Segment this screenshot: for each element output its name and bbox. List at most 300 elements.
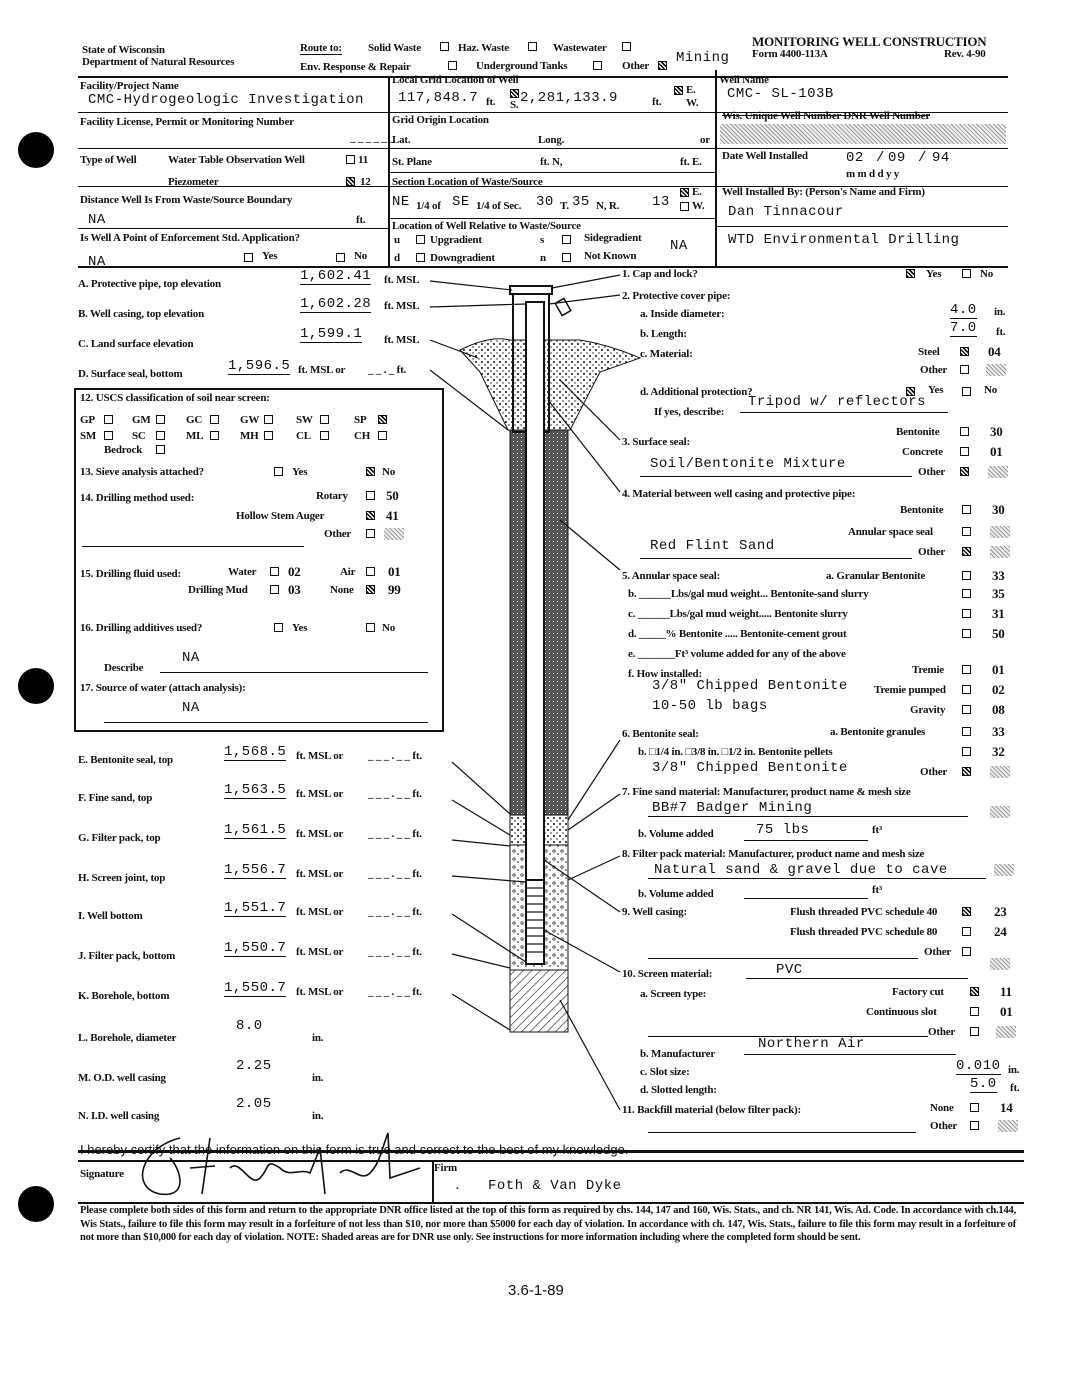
q10c-value[interactable]: 0.010	[956, 1058, 1001, 1074]
annular-seal-checkbox[interactable]	[962, 527, 971, 536]
continuous-checkbox[interactable]	[970, 1007, 979, 1016]
page-number: 3.6-1-89	[508, 1282, 564, 1299]
water-table-checkbox[interactable]	[346, 155, 355, 164]
mud-checkbox[interactable]	[270, 585, 279, 594]
q16-yes-checkbox[interactable]	[274, 623, 283, 632]
q10c-label: c. Slot size:	[640, 1066, 690, 1078]
date-yy[interactable]: 94	[932, 150, 950, 166]
protective-pipe	[513, 292, 549, 432]
pvc80-checkbox[interactable]	[962, 927, 971, 936]
location-value[interactable]: NA	[670, 238, 688, 254]
elev-m-unit: in.	[312, 1072, 324, 1084]
hsa-checkbox[interactable]	[366, 511, 375, 520]
seal-value[interactable]: Soil/Bentonite Mixture	[650, 456, 846, 472]
elev-j-unit: ft. MSL or	[296, 946, 344, 958]
notice-text: Please complete both sides of this form and return to the appropriate DNR office listed at the top of this form as required by chs. 144, 147 and 160, Wis. Stats., and ch. NR 141, Wis. Ad. Code. In accordance with ch.144, Wis Stats., failure to file this form may result in a forfeiture of not less than $10, nor more than $5000 for each day of violation. In accordance with ch. 147, Wis. Stats., failure to file this form may result in a forfeiture of not more than $10,000 for each day of violation. NOTE: Shaded areas are for DNR use only. See instructions for more information including where the completed form should be sent.	[80, 1205, 1016, 1243]
pvc40-code: 23	[994, 904, 1007, 919]
elev-g-unit: ft. MSL or	[296, 828, 344, 840]
source-value[interactable]: NA	[182, 700, 200, 716]
lock	[555, 298, 571, 315]
between-other-checkbox[interactable]	[962, 547, 971, 556]
firm-value[interactable]: WTD Environmental Drilling	[728, 232, 960, 248]
elev-f-blank: _ _ _ . _ _ ft.	[368, 788, 422, 800]
continuous-code: 01	[1000, 1004, 1013, 1019]
not-known-checkbox[interactable]	[562, 253, 571, 262]
soil-sm-checkbox[interactable]	[104, 431, 113, 440]
elev-e-value[interactable]: 1,568.5	[224, 744, 287, 760]
protection-no-checkbox[interactable]	[962, 387, 971, 396]
q7-label: 7. Fine sand material: Manufacturer, product name & mesh size	[622, 786, 911, 798]
binder-hole-bottom	[18, 1186, 54, 1222]
installer-value[interactable]: Dan Tinnacour	[728, 204, 844, 220]
piezometer-code: 12	[360, 176, 371, 188]
between-other-shade	[990, 546, 1010, 558]
q6b-label: b. □1/4 in. □3/8 in. □1/2 in. Bentonite pellets	[638, 746, 833, 758]
how-installed-value-2[interactable]: 10-50 lb bags	[652, 698, 768, 714]
q6-other-checkbox[interactable]	[962, 767, 971, 776]
q10a-label: a. Screen type:	[640, 988, 707, 1000]
pvc80-code: 24	[994, 924, 1007, 939]
protective-cap	[510, 286, 552, 294]
soil-ml-checkbox[interactable]	[210, 431, 219, 440]
elev-j-label: J. Filter pack, bottom	[78, 950, 176, 962]
backfill-bottom	[510, 970, 568, 1032]
seal-bentonite-code: 30	[990, 424, 1003, 439]
q13-no-checkbox[interactable]	[366, 467, 375, 476]
describe-value[interactable]: NA	[182, 650, 200, 666]
tremie-pumped-label: Tremie pumped	[874, 684, 946, 696]
elev-f-value[interactable]: 1,563.5	[224, 782, 287, 798]
elev-n-unit: in.	[312, 1110, 324, 1122]
seal-concrete-label: Concrete	[902, 446, 943, 458]
soil-sm-label: SM	[80, 430, 97, 442]
soil-gm-checkbox[interactable]	[156, 415, 165, 424]
q13-no-label: No	[382, 466, 396, 478]
pvc40-checkbox[interactable]	[962, 907, 971, 916]
q2b-value[interactable]: 7.0	[950, 320, 977, 336]
elev-c-value[interactable]: 1,599.1	[300, 326, 363, 342]
elev-l-unit: in.	[312, 1032, 324, 1044]
between-bentonite-code: 30	[992, 502, 1005, 517]
elev-d-label: D. Surface seal, bottom	[78, 368, 183, 380]
tremie-pumped-checkbox[interactable]	[962, 685, 971, 694]
rng-value[interactable]: 13	[652, 194, 670, 210]
fluid-none-label: None	[330, 584, 354, 596]
sidegradient-checkbox[interactable]	[562, 235, 571, 244]
well-casing	[526, 302, 544, 880]
q2a-unit: in.	[994, 306, 1006, 318]
q5b-label: b. ______Lbs/gal mud weight... Bentonite-sand slurry	[628, 588, 869, 600]
elev-i-value[interactable]: 1,551.7	[224, 900, 287, 916]
certify-text: I hereby certify that the information on this form is true and correct to the best of my knowledge.	[80, 1142, 629, 1157]
seal-bentonite-checkbox[interactable]	[960, 427, 969, 436]
other-route-label: Other	[622, 60, 650, 72]
wastewater-label: Wastewater	[553, 42, 607, 54]
enforcement-no-label: No	[354, 250, 368, 262]
downgradient-checkbox[interactable]	[416, 253, 425, 262]
local-grid-n-value[interactable]: 2,281,133.9	[520, 90, 618, 106]
casing-other-shade	[990, 958, 1010, 970]
gravity-checkbox[interactable]	[962, 705, 971, 714]
q8b-label: b. Volume added	[638, 888, 714, 900]
between-material-value[interactable]: Red Flint Sand	[650, 538, 775, 554]
tremie-pumped-code: 02	[992, 682, 1005, 697]
n-label: n	[540, 252, 546, 264]
q7b-label: b. Volume added	[638, 828, 714, 840]
elev-k-blank: _ _ _ . _ _ ft.	[368, 986, 422, 998]
q10-label: 10. Screen material:	[622, 968, 713, 980]
enforcement-yes-checkbox[interactable]	[244, 253, 253, 262]
license-label: Facility License, Permit or Monitoring Number	[80, 116, 294, 128]
facility-value[interactable]: CMC-Hydrogeologic Investigation	[88, 92, 364, 108]
protection-no-label: No	[984, 384, 998, 396]
elev-i-label: I. Well bottom	[78, 910, 143, 922]
q12-label: 12. USCS classification of soil near screen:	[80, 392, 270, 404]
q2d-label: d. Additional protection?	[640, 386, 753, 398]
seal-other-shade	[988, 466, 1008, 478]
section-location-label: Section Location of Waste/Source	[392, 176, 543, 188]
drilling-other-checkbox[interactable]	[366, 529, 375, 538]
distance-label: Distance Well Is From Waste/Source Boundary	[80, 194, 293, 206]
how-installed-value-1[interactable]: 3/8" Chipped Bentonite	[652, 678, 848, 694]
seal-concrete-code: 01	[990, 444, 1003, 459]
steel-checkbox[interactable]	[960, 347, 969, 356]
elev-l-label: L. Borehole, diameter	[78, 1032, 177, 1044]
seal-concrete-checkbox[interactable]	[960, 447, 969, 456]
factory-checkbox[interactable]	[970, 987, 979, 996]
soil-gc-checkbox[interactable]	[210, 415, 219, 424]
soil-cl-label: CL	[296, 430, 311, 442]
firm-dot: .	[456, 1180, 459, 1192]
elev-f-label: F. Fine sand, top	[78, 792, 153, 804]
well-name-label: Well Name	[719, 74, 769, 86]
haz-waste-checkbox[interactable]	[528, 42, 537, 51]
q7-shade	[990, 806, 1010, 818]
soil-mh-checkbox[interactable]	[264, 431, 273, 440]
d-label: d	[394, 252, 400, 264]
air-code: 01	[388, 564, 401, 579]
not-known-label: Not Known	[584, 250, 637, 262]
underground-tanks-checkbox[interactable]	[593, 61, 602, 70]
cap-no-label: No	[980, 268, 994, 280]
cover-other-checkbox[interactable]	[960, 365, 969, 374]
q2b-unit: ft.	[996, 326, 1006, 338]
ft-label-1: ft.	[486, 96, 496, 108]
steel-label: Steel	[918, 346, 940, 358]
elev-c-unit: ft. MSL	[384, 334, 420, 346]
elev-k-label: K. Borehole, bottom	[78, 990, 170, 1002]
other-route-value[interactable]: Mining	[676, 50, 730, 66]
elev-g-label: G. Filter pack, top	[78, 832, 161, 844]
fluid-none-checkbox[interactable]	[366, 585, 375, 594]
firm-signature-value[interactable]: Foth & Van Dyke	[488, 1178, 622, 1194]
q5a-checkbox[interactable]	[962, 571, 971, 580]
soil-sc-checkbox[interactable]	[156, 431, 165, 440]
factory-code: 11	[1000, 984, 1012, 999]
q5c-label: c. ______Lbs/gal mud weight..... Bentonite slurry	[628, 608, 848, 620]
q8-label: 8. Filter pack material: Manufacturer, product name and mesh size	[622, 848, 925, 860]
q16-no-label: No	[382, 622, 396, 634]
q5-label: 5. Annular space seal:	[622, 570, 721, 582]
elev-e-label: E. Bentonite seal, top	[78, 754, 173, 766]
range-w-label: W.	[692, 200, 705, 212]
water-checkbox[interactable]	[270, 567, 279, 576]
q10-value[interactable]: PVC	[776, 962, 803, 978]
tremie-code: 01	[992, 662, 1005, 677]
soil-sc-label: SC	[132, 430, 146, 442]
ft-n-label: ft. N,	[540, 156, 563, 168]
casing-other-label: Other	[924, 946, 952, 958]
elev-j-value[interactable]: 1,550.7	[224, 940, 287, 956]
rotary-checkbox[interactable]	[366, 491, 375, 500]
q10d-unit: ft.	[1010, 1082, 1020, 1094]
elev-d-value[interactable]: 1,596.5	[228, 358, 291, 374]
backfill-other-checkbox[interactable]	[970, 1121, 979, 1130]
env-response-checkbox[interactable]	[448, 61, 457, 70]
screen-other-checkbox[interactable]	[970, 1027, 979, 1036]
elev-a-unit: ft. MSL	[384, 274, 420, 286]
bedrock-checkbox[interactable]	[156, 445, 165, 454]
piezometer-label: Piezometer	[168, 176, 219, 188]
other-route-checkbox[interactable]	[658, 61, 667, 70]
elev-k-value[interactable]: 1,550.7	[224, 980, 287, 996]
cover-other-label: Other	[920, 364, 948, 376]
pvc80-label: Flush threaded PVC schedule 80	[790, 926, 938, 938]
quarter2-value[interactable]: SE	[452, 194, 470, 210]
seal-other-label: Other	[918, 466, 946, 478]
q5c-checkbox[interactable]	[962, 609, 971, 618]
q2-label: 2. Protective cover pipe:	[622, 290, 731, 302]
soil-gm-label: GM	[132, 414, 151, 426]
air-label: Air	[340, 566, 356, 578]
enforcement-label: Is Well A Point of Enforcement Std. Application?	[80, 232, 300, 244]
sec-value[interactable]: 30	[536, 194, 554, 210]
soil-sw-label: SW	[296, 414, 313, 426]
q8b-unit: ft³	[872, 884, 883, 896]
q6a-code: 33	[992, 724, 1005, 739]
water-label: Water	[228, 566, 257, 578]
elev-i-unit: ft. MSL or	[296, 906, 344, 918]
seal-other-checkbox[interactable]	[960, 467, 969, 476]
upgradient-checkbox[interactable]	[416, 235, 425, 244]
q16-no-checkbox[interactable]	[366, 623, 375, 632]
wastewater-checkbox[interactable]	[622, 42, 631, 51]
soil-ml-label: ML	[186, 430, 204, 442]
twp-value[interactable]: 35	[572, 194, 590, 210]
elev-a-value[interactable]: 1,602.41	[300, 268, 372, 284]
backfill-none-checkbox[interactable]	[970, 1103, 979, 1112]
q6b-checkbox[interactable]	[962, 747, 971, 756]
q13-yes-checkbox[interactable]	[274, 467, 283, 476]
local-grid-e-value[interactable]: 117,848.7	[398, 90, 479, 106]
q6-other-label: Other	[920, 766, 948, 778]
grid-n-checkbox[interactable]	[510, 89, 519, 98]
range-w-checkbox[interactable]	[680, 202, 689, 211]
backfill-none-label: None	[930, 1102, 954, 1114]
elev-h-unit: ft. MSL or	[296, 868, 344, 880]
enforcement-value[interactable]: NA	[88, 254, 106, 270]
q10d-label: d. Slotted length:	[640, 1084, 717, 1096]
elev-b-value[interactable]: 1,602.28	[300, 296, 372, 312]
lat-label: Lat.	[392, 134, 411, 146]
rng-label: N, R.	[596, 200, 620, 212]
mud-code: 03	[288, 582, 301, 597]
elev-g-value[interactable]: 1,561.5	[224, 822, 287, 838]
state-label: State of Wisconsin	[82, 44, 165, 56]
q15-label: 15. Drilling fluid used:	[80, 568, 181, 580]
soil-box	[74, 388, 444, 732]
screen-other-shade	[996, 1026, 1016, 1038]
sec-label: 1/4 of Sec.	[476, 200, 522, 212]
q5b-checkbox[interactable]	[962, 589, 971, 598]
q3-label: 3. Surface seal:	[622, 436, 690, 448]
if-yes-label: If yes, describe:	[654, 406, 725, 418]
distance-ft-label: ft.	[356, 214, 366, 226]
elev-l-value[interactable]: 8.0	[236, 1018, 263, 1034]
air-checkbox[interactable]	[366, 567, 375, 576]
elev-e-unit: ft. MSL or	[296, 750, 344, 762]
soil-gp-checkbox[interactable]	[104, 415, 113, 424]
elev-m-label: M. O.D. well casing	[78, 1072, 166, 1084]
q10c-unit: in.	[1008, 1064, 1020, 1076]
continuous-label: Continuous slot	[866, 1006, 937, 1018]
enforcement-no-checkbox[interactable]	[336, 253, 345, 262]
piezometer-checkbox[interactable]	[346, 177, 355, 186]
drilling-other-label: Other	[324, 528, 352, 540]
q6a-checkbox[interactable]	[962, 727, 971, 736]
firm-label: Firm	[434, 1162, 458, 1174]
hsa-label: Hollow Stem Auger	[236, 510, 325, 522]
cap-no-checkbox[interactable]	[962, 269, 971, 278]
gravity-code: 08	[992, 702, 1005, 717]
q2c-label: c. Material:	[640, 348, 693, 360]
q5d-checkbox[interactable]	[962, 629, 971, 638]
q16-label: 16. Drilling additives used?	[80, 622, 203, 634]
elev-n-value[interactable]: 2.05	[236, 1096, 272, 1112]
q6b-code: 32	[992, 744, 1005, 759]
grid-e-checkbox[interactable]	[674, 86, 683, 95]
q16-yes-label: Yes	[292, 622, 308, 634]
water-table-code: 11	[358, 154, 368, 166]
between-bentonite-checkbox[interactable]	[962, 505, 971, 514]
q7-value[interactable]: BB#7 Badger Mining	[652, 800, 813, 816]
q6-label: 6. Bentonite seal:	[622, 728, 699, 740]
annular-seal-shade	[990, 526, 1010, 538]
cover-other-shade	[986, 364, 1006, 376]
long-label: Long.	[538, 134, 565, 146]
q7b-value[interactable]: 75 lbs	[756, 822, 810, 838]
ft-label-2: ft.	[652, 96, 662, 108]
ground-surface	[460, 339, 640, 430]
cap-yes-checkbox[interactable]	[906, 269, 915, 278]
facility-label: Facility/Project Name	[80, 80, 179, 92]
q5f-label: f. How installed:	[628, 668, 702, 680]
binder-hole-top	[18, 132, 54, 168]
q8-value[interactable]: Natural sand & gravel due to cave	[654, 862, 948, 878]
soil-cl-checkbox[interactable]	[320, 431, 329, 440]
q2a-label: a. Inside diameter:	[640, 308, 725, 320]
soil-gw-label: GW	[240, 414, 260, 426]
range-e-checkbox[interactable]	[680, 188, 689, 197]
enforcement-yes-label: Yes	[262, 250, 278, 262]
sidegradient-label: Sidegradient	[584, 232, 642, 244]
soil-gw-checkbox[interactable]	[264, 415, 273, 424]
dnr-shaded-area	[720, 124, 1006, 144]
date-mm[interactable]: 02	[846, 150, 864, 166]
handwritten-signature	[120, 1128, 440, 1198]
route-to-label: Route to:	[300, 42, 342, 54]
binder-hole-middle	[18, 668, 54, 704]
local-grid-label: Local Grid Location of Well	[392, 74, 519, 86]
backfill-other-shade	[998, 1120, 1018, 1132]
q13-yes-label: Yes	[292, 466, 308, 478]
form-rev: Rev. 4-90	[944, 48, 986, 60]
casing-other-checkbox[interactable]	[962, 947, 971, 956]
backfill-none-code: 14	[1000, 1100, 1013, 1115]
q5a-code: 33	[992, 568, 1005, 583]
elev-m-value[interactable]: 2.25	[236, 1058, 272, 1074]
soil-sp-label: SP	[354, 414, 367, 426]
fluid-none-code: 99	[388, 582, 401, 597]
date-dd[interactable]: 09	[888, 150, 906, 166]
well-name-value[interactable]: CMC- SL-103B	[727, 86, 834, 102]
date-installed-label: Date Well Installed	[722, 150, 808, 162]
q5d-label: d. _____% Bentonite ..... Bentonite-cement grout	[628, 628, 847, 640]
pvc40-label: Flush threaded PVC schedule 40	[790, 906, 938, 918]
screen-other-label: Other	[928, 1026, 956, 1038]
q6-value[interactable]: 3/8" Chipped Bentonite	[652, 760, 848, 776]
soil-sw-checkbox[interactable]	[320, 415, 329, 424]
distance-value[interactable]: NA	[88, 212, 106, 228]
fine-sand	[510, 815, 568, 845]
q13-label: 13. Sieve analysis attached?	[80, 466, 204, 478]
q10b-value[interactable]: Northern Air	[758, 1036, 865, 1052]
date-sep-2: /	[918, 150, 927, 166]
q2a-value[interactable]: 4.0	[950, 302, 977, 318]
soil-gc-label: GC	[186, 414, 203, 426]
elev-b-unit: ft. MSL	[384, 300, 420, 312]
date-format: m m d d y y	[846, 168, 900, 180]
water-table-label: Water Table Observation Well	[168, 154, 305, 166]
soil-ch-checkbox[interactable]	[378, 431, 387, 440]
q1-label: 1. Cap and lock?	[622, 268, 698, 280]
soil-sp-checkbox[interactable]	[378, 415, 387, 424]
env-response-label: Env. Response & Repair	[300, 61, 411, 73]
q6a-label: a. Bentonite granules	[830, 726, 926, 738]
elev-a-label: A. Protective pipe, top elevation	[78, 278, 221, 290]
protection-value[interactable]: Tripod w/ reflectors	[748, 394, 927, 410]
between-other-label: Other	[918, 546, 946, 558]
drilling-other-shade	[384, 528, 404, 540]
tremie-checkbox[interactable]	[962, 665, 971, 674]
elev-h-label: H. Screen joint, top	[78, 872, 166, 884]
backfill-other-label: Other	[930, 1120, 958, 1132]
q4-label: 4. Material between well casing and protective pipe:	[622, 488, 856, 500]
elev-d-blank: _ _ . _ ft.	[368, 364, 407, 376]
elev-h-value[interactable]: 1,556.7	[224, 862, 287, 878]
solid-waste-checkbox[interactable]	[440, 42, 449, 51]
ft-e-label: ft. E.	[680, 156, 702, 168]
protection-yes-label: Yes	[928, 384, 944, 396]
elev-e-blank: _ _ _ . _ _ ft.	[368, 750, 422, 762]
q6-other-shade	[990, 766, 1010, 778]
underground-tanks-label: Underground Tanks	[476, 60, 568, 72]
well-screen	[526, 880, 544, 964]
q10d-value[interactable]: 5.0	[970, 1076, 997, 1092]
downgradient-label: Downgradient	[430, 252, 495, 264]
quarter-value[interactable]: NE	[392, 194, 410, 210]
water-code: 02	[288, 564, 301, 579]
